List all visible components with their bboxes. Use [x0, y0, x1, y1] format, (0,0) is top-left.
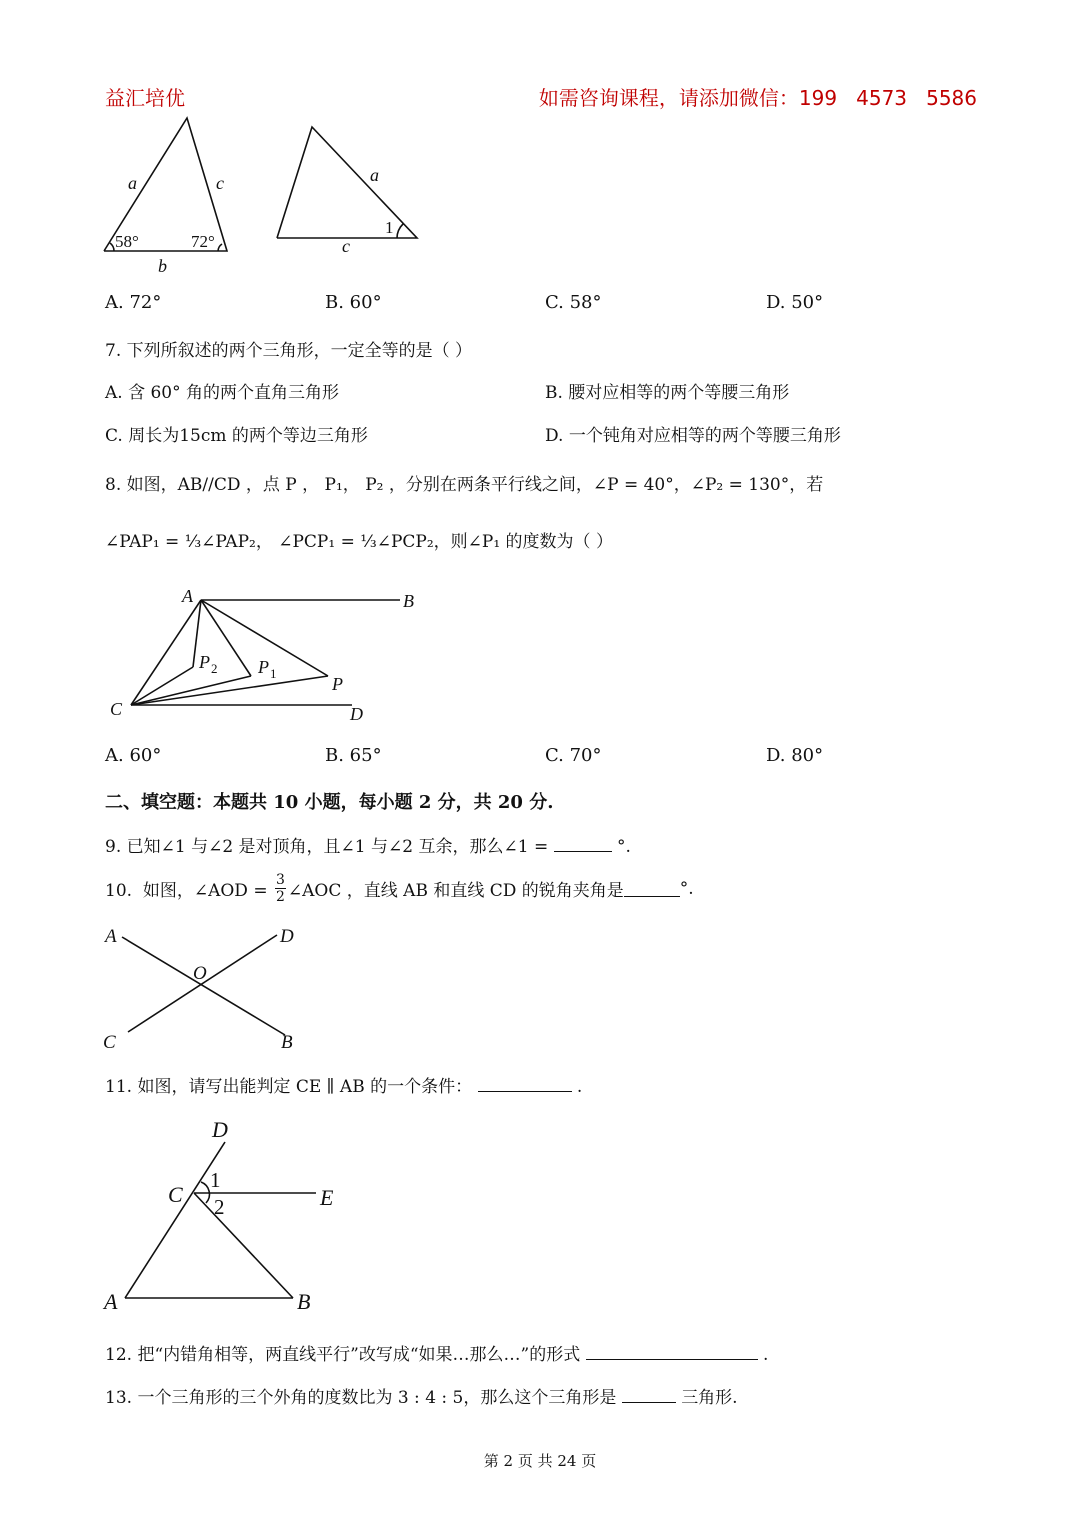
q10-text-mid: ∠AOC ，直线 AB 和直线 CD 的锐角夹角是: [287, 881, 624, 901]
q12-text-end: .: [763, 1345, 769, 1365]
q13-text: 13. 一个三角形的三个外角的度数比为 3 : 4 : 5，那么这个三角形是: [105, 1388, 617, 1408]
q8-label-A: A: [182, 586, 193, 606]
q10-label-B: B: [281, 1032, 293, 1053]
q10-frac-num: 3: [275, 872, 285, 888]
q8-label-C: C: [110, 699, 123, 719]
tri-right-label-a: a: [370, 165, 379, 185]
q7-stem: 7. 下列所叙述的两个三角形，一定全等的是（ ）: [105, 341, 473, 361]
q10-label-D: D: [280, 926, 294, 947]
q8-option-c[interactable]: C. 70°: [545, 745, 602, 766]
q11-label-B: B: [297, 1289, 311, 1314]
q13-answer-blank[interactable]: [622, 1401, 676, 1403]
q11-label-1: 1: [210, 1168, 221, 1192]
q13-text-end: 三角形.: [681, 1388, 738, 1408]
q11-text: 11. 如图，请写出能判定 CE ∥ AB 的一个条件：: [105, 1077, 473, 1097]
angle-58-label: 58°: [115, 232, 139, 251]
q8-label-P1: P: [258, 657, 269, 677]
q8-option-d[interactable]: D. 80°: [766, 745, 824, 766]
q7-option-d[interactable]: D. 一个钝角对应相等的两个等腰三角形: [545, 426, 841, 446]
q8-label-B: B: [403, 591, 414, 611]
q6-option-c[interactable]: C. 58°: [545, 292, 602, 313]
q11-label-A: A: [104, 1289, 118, 1314]
q8-option-b[interactable]: B. 65°: [325, 745, 382, 766]
q11-text-end: .: [576, 1077, 583, 1097]
q12: [105, 1340, 768, 1365]
q10-label-O: O: [193, 963, 207, 984]
q8-label-P1-sub: 1: [270, 666, 277, 681]
q11-label-D: D: [212, 1117, 228, 1142]
q12-answer-blank[interactable]: [586, 1358, 758, 1360]
q10-text: 10. 如图，∠AOD =: [105, 881, 273, 901]
q8-label-P2: P: [199, 652, 210, 672]
tri-left-label-c: c: [216, 173, 224, 193]
contact-info: 如需咨询课程，请添加微信：199 4573 5586: [538, 86, 977, 110]
angle-1-label: 1: [385, 218, 394, 237]
q11-label-E: E: [320, 1185, 334, 1210]
q7-option-b[interactable]: B. 腰对应相等的两个等腰三角形: [545, 383, 790, 403]
q8-option-a[interactable]: A. 60°: [105, 745, 162, 766]
q8-stem-line1: 8. 如图，AB//CD ，点 P ， P₁， P₂ ，分别在两条平行线之间，∠P = 40°，∠P₂ = 130°，若: [105, 475, 824, 495]
q10-text-end: °.: [679, 878, 694, 899]
q6-option-b[interactable]: B. 60°: [325, 292, 382, 313]
q10-label-A: A: [105, 926, 117, 947]
q8-label-P2-sub: 2: [211, 661, 218, 676]
q6-option-d[interactable]: D. 50°: [766, 292, 824, 313]
q8-stem-line2: ∠PAP₁ = ⅓∠PAP₂， ∠PCP₁ = ⅓∠PCP₂，则∠P₁ 的度数为（ ）: [105, 532, 613, 552]
q6-option-a[interactable]: A. 72°: [105, 292, 162, 313]
q10-frac-den: 2: [275, 889, 285, 905]
tri-left-label-a: a: [128, 173, 137, 193]
q12-text: 12. 把“内错角相等，两直线平行”改写成“如果…那么…”的形式: [105, 1345, 581, 1365]
brand-name: 益汇培优: [105, 86, 185, 110]
angle-72-label: 72°: [191, 232, 215, 251]
page-footer: 第 2 页 共 24 页: [483, 1452, 597, 1470]
tri-left-label-b: b: [158, 256, 167, 276]
q8-label-P: P: [332, 674, 343, 694]
q8-label-D: D: [350, 704, 363, 724]
q7-option-a[interactable]: A. 含 60° 角的两个直角三角形: [105, 383, 340, 403]
q11-label-2: 2: [214, 1195, 225, 1219]
q9-text: 9. 已知∠1 与∠2 是对顶角，且∠1 与∠2 互余，那么∠1 =: [105, 837, 549, 857]
tri-right-label-c: c: [342, 236, 350, 256]
q7-option-c[interactable]: C. 周长为15cm 的两个等边三角形: [105, 426, 368, 446]
q11-label-C: C: [168, 1182, 183, 1207]
q10-label-C: C: [103, 1032, 116, 1053]
section-2-title: 二、填空题：本题共 10 小题，每小题 2 分，共 20 分.: [105, 792, 554, 813]
q13: [105, 1383, 738, 1408]
q9-text-end: °.: [617, 837, 631, 857]
